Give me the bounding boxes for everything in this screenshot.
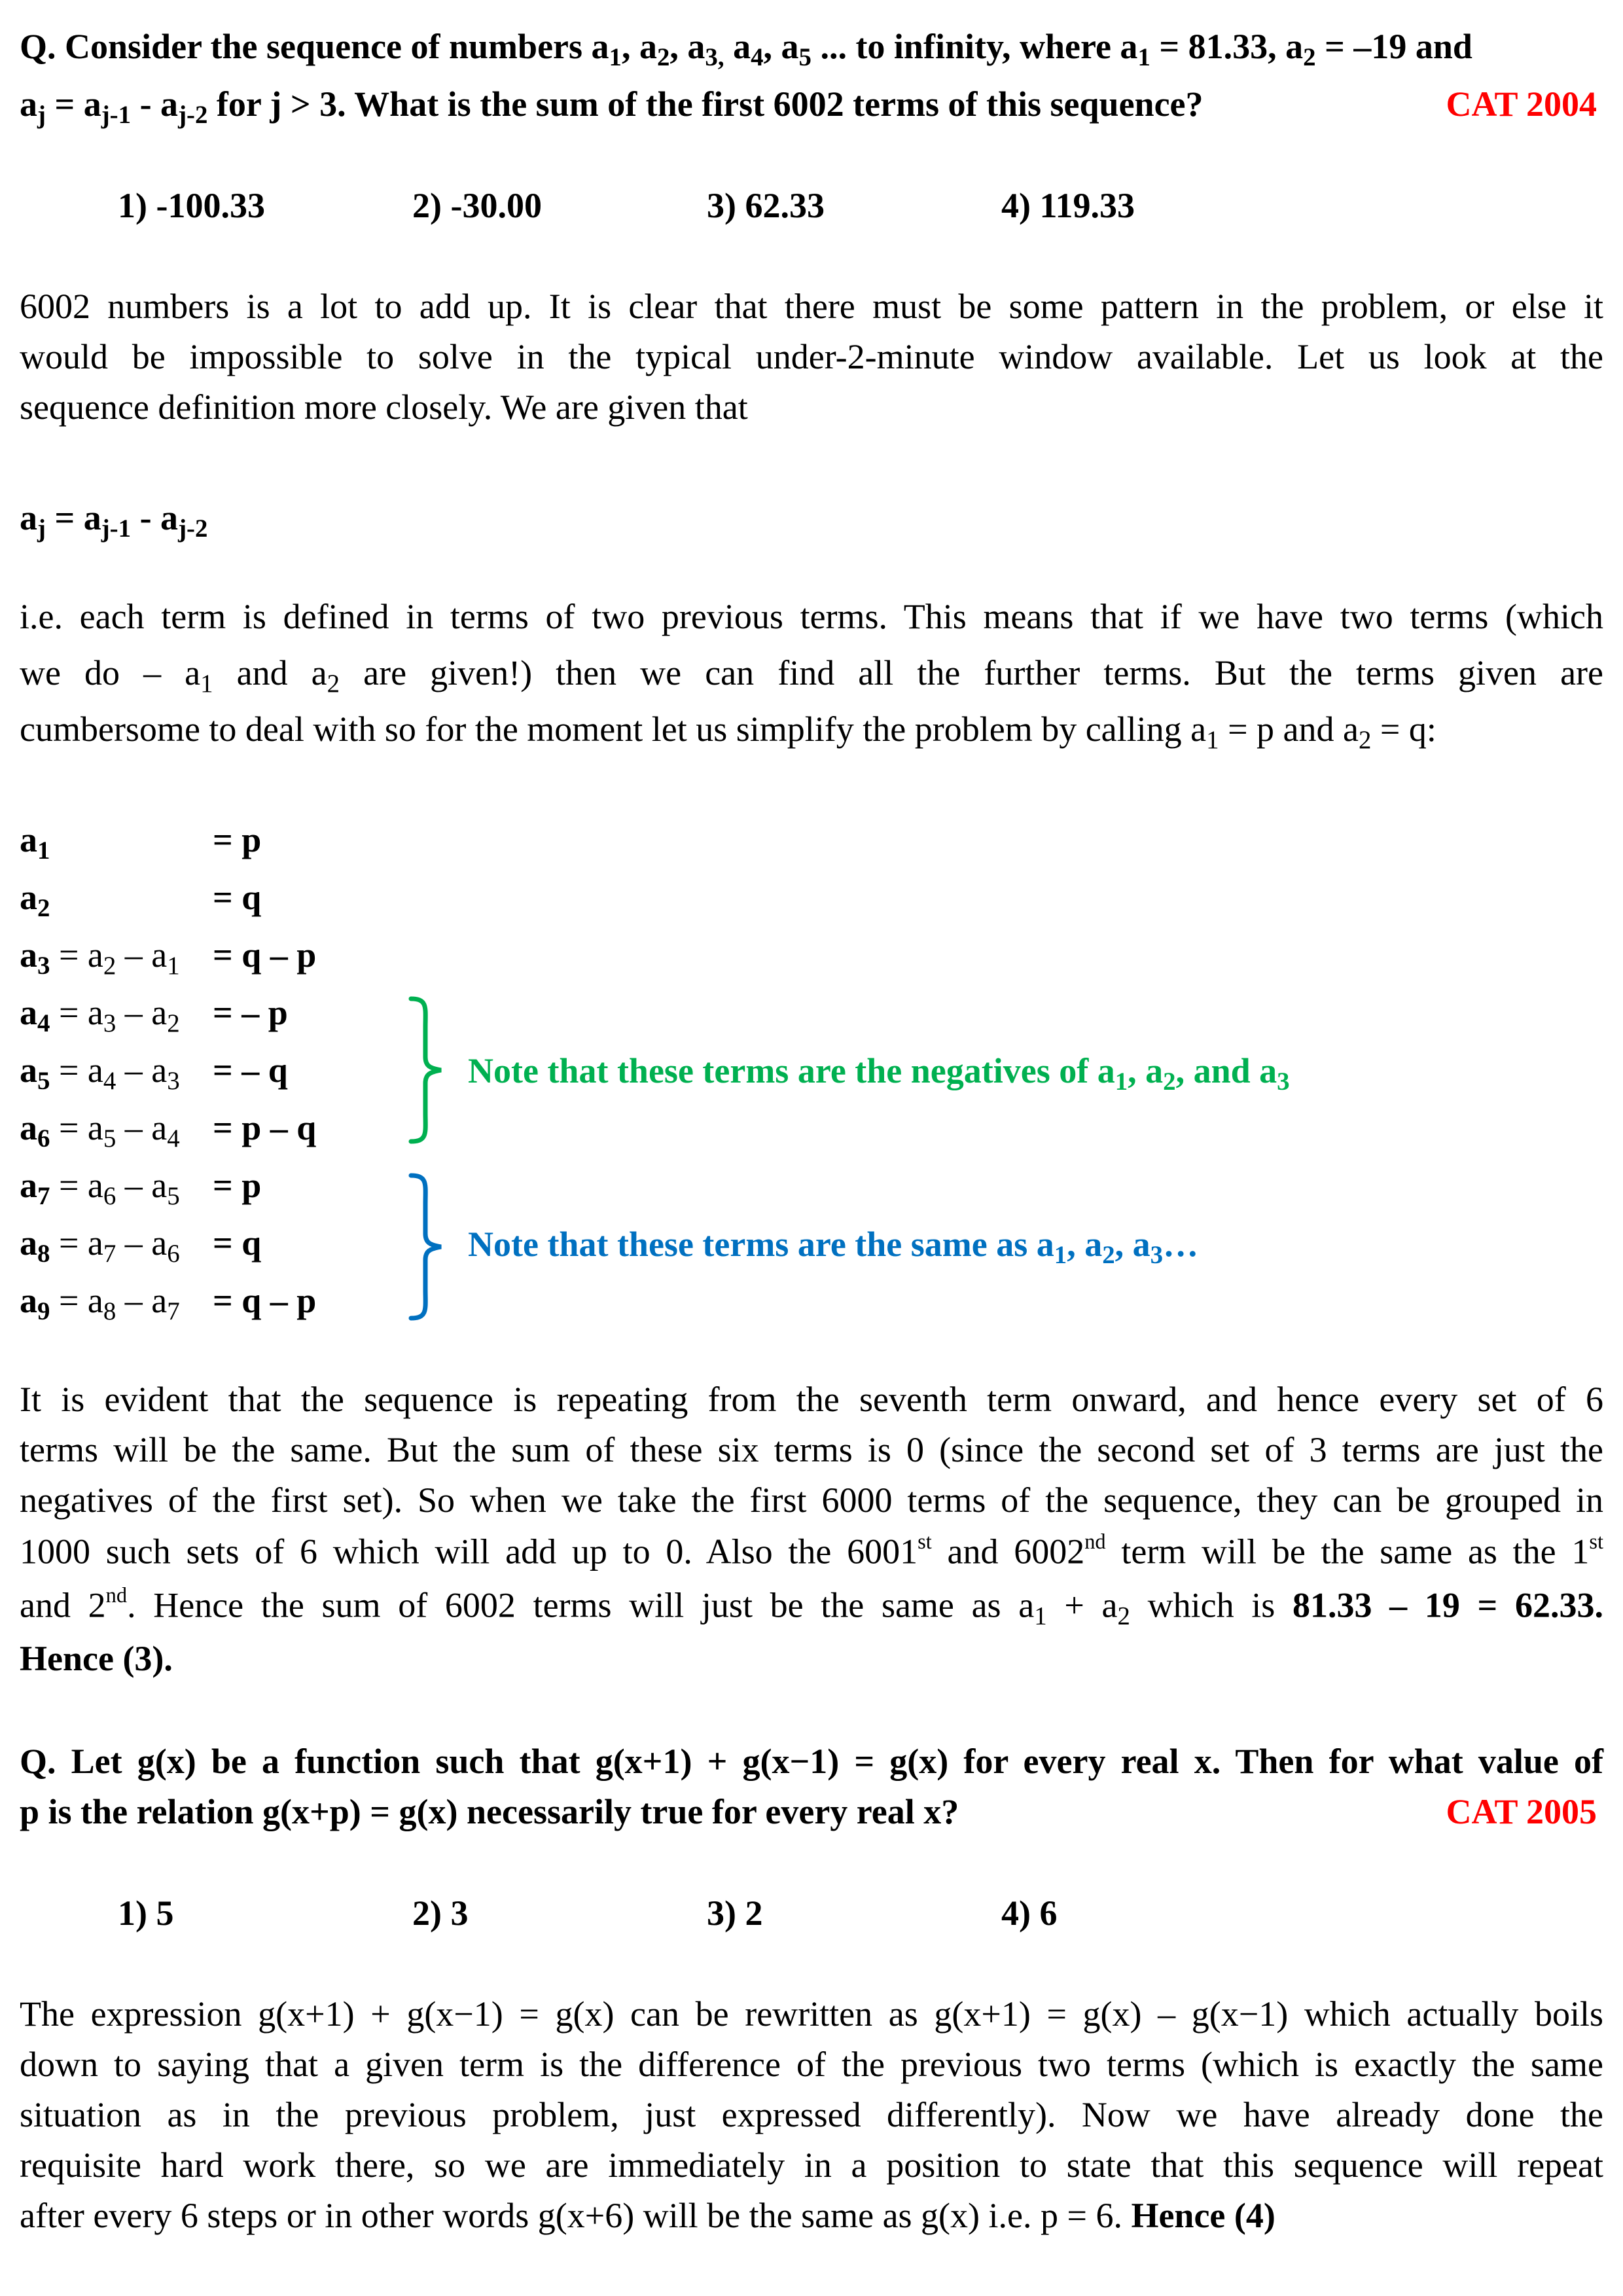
explanation-para-4-line-2: down to saying that a given term is the difference of the previous two terms (which is exactly the same	[20, 2045, 1603, 2084]
q2-option-2: 2) 3	[412, 1893, 469, 1933]
explanation-para-3-line-5: and 2nd. Hence the sum of 6002 terms will just be the same as $a_1 + a_2$ which is 81.33 – 19 = 62.33.	[20, 1584, 1604, 1630]
explanation-para-3-line-4: 1000 such sets of 6 which will add up to 0. Also the 6001st and 6002nd term will be the same as the 1st	[20, 1530, 1604, 1571]
explanation-para-4-line-1: The expression g(x+1) + g(x−1) = g(x) can be rewritten as g(x+1) = g(x) – g(x−1) which actually boils	[20, 1994, 1603, 2034]
q2-text-line-1: Q. Let g(x) be a function such that g(x+1) + g(x−1) = g(x) for every real x. Then for what value of	[20, 1742, 1603, 1781]
explanation-para-2-line-1: i.e. each term is defined in terms of two previous terms. This means that if we have two terms (which	[20, 597, 1603, 636]
q1-option-1: 1) -100.33	[118, 186, 265, 225]
term-row: $a_9 = a_8 - a_7$ = q – p	[20, 1281, 317, 1325]
explanation-para-3-line-1: It is evident that the sequence is repeating from the seventh term onward, and hence every set of 6	[20, 1380, 1603, 1419]
term-row: $a_6 = a_5 - a_4$ = p – q	[20, 1108, 317, 1153]
explanation-para-3-line-3: negatives of the first set). So when we take the first 6000 terms of the sequence, they can be grouped in	[20, 1480, 1603, 1520]
explanation-para-1-line-2: would be impossible to solve in the typical under-2-minute window available. Let us look at the	[20, 337, 1603, 376]
explanation-para-4-line-5: after every 6 steps or in other words g(x+6) will be the same as g(x) i.e. p = 6. Hence (4)	[20, 2196, 1275, 2235]
term-row: $a_7 = a_6 - a_5$ = p	[20, 1166, 262, 1210]
term-row: $a_1$ = p	[20, 820, 262, 865]
term-row: $a_4 = a_3 - a_2$ = – p	[20, 993, 288, 1037]
q2-option-1: 1) 5	[118, 1893, 174, 1933]
recurrence-formula: $a_j = a_{j-1} - a_{j-2}$	[20, 498, 208, 543]
note-blue: Note that these terms are the same as $a_1$, $a_2$, $a_3\dots$	[468, 1225, 1199, 1269]
explanation-para-2-line-2: we do – $a_1$ and $a_2$ are given!) then we can find all the further terms. But the terms given are	[20, 653, 1603, 698]
green-brace-icon	[406, 995, 445, 1145]
explanation-para-1-line-3: sequence definition more closely. We are given that	[20, 387, 748, 427]
q1-option-3: 3) 62.33	[707, 186, 825, 225]
q1-source-tag: CAT 2004	[1446, 84, 1597, 124]
explanation-para-2-line-3: cumbersome to deal with so for the moment let us simplify the problem by calling $a_1 = p$ and $a_2 = q$:	[20, 709, 1436, 754]
explanation-para-4-line-4: requisite hard work there, so we are immediately in a position to state that this sequence will repeat	[20, 2145, 1603, 2185]
term-row: $a_8 = a_7 - a_6$ = q	[20, 1223, 262, 1268]
note-green: Note that these terms are the negatives of $a_1$, $a_2$, and $a_3$	[468, 1051, 1290, 1096]
explanation-para-3-line-2: terms will be the same. But the sum of these six terms is 0 (since the second set of 3 terms are just the	[20, 1430, 1603, 1469]
explanation-para-1-line-1: 6002 numbers is a lot to add up. It is clear that there must be some pattern in the problem, or else it	[20, 287, 1603, 326]
explanation-para-3-line-6: Hence (3).	[20, 1639, 173, 1678]
term-row: $a_3 = a_2 - a_1$ = q – p	[20, 935, 317, 980]
term-row: $a_5 = a_4 - a_3$ = – q	[20, 1050, 288, 1095]
q2-option-4: 4) 6	[1001, 1893, 1058, 1933]
explanation-para-4-line-3: situation as in the previous problem, just expressed differently). Now we have already done the	[20, 2095, 1603, 2134]
q1-text-line-1: Q. Consider the sequence of numbers $a_1$, $a_2$, $a_{3,}$ $a_4$, $a_5$ ... to infinity, where $a_1 = 81.33$, $a_2 = -19$ and	[20, 27, 1472, 71]
term-row: $a_2$ = q	[20, 878, 262, 922]
q1-option-4: 4) 119.33	[1001, 186, 1135, 225]
q1-text-line-2: $a_j = a_{j-1} - a_{j-2}$ for j > 3. What is the sum of the first 6002 terms of this sequence?	[20, 84, 1204, 129]
blue-brace-icon	[406, 1172, 445, 1322]
q2-source-tag: CAT 2005	[1446, 1792, 1597, 1831]
q1-option-2: 2) -30.00	[412, 186, 542, 225]
q2-option-3: 3) 2	[707, 1893, 763, 1933]
q2-text-line-2: p is the relation g(x+p) = g(x) necessarily true for every real x?	[20, 1792, 959, 1831]
